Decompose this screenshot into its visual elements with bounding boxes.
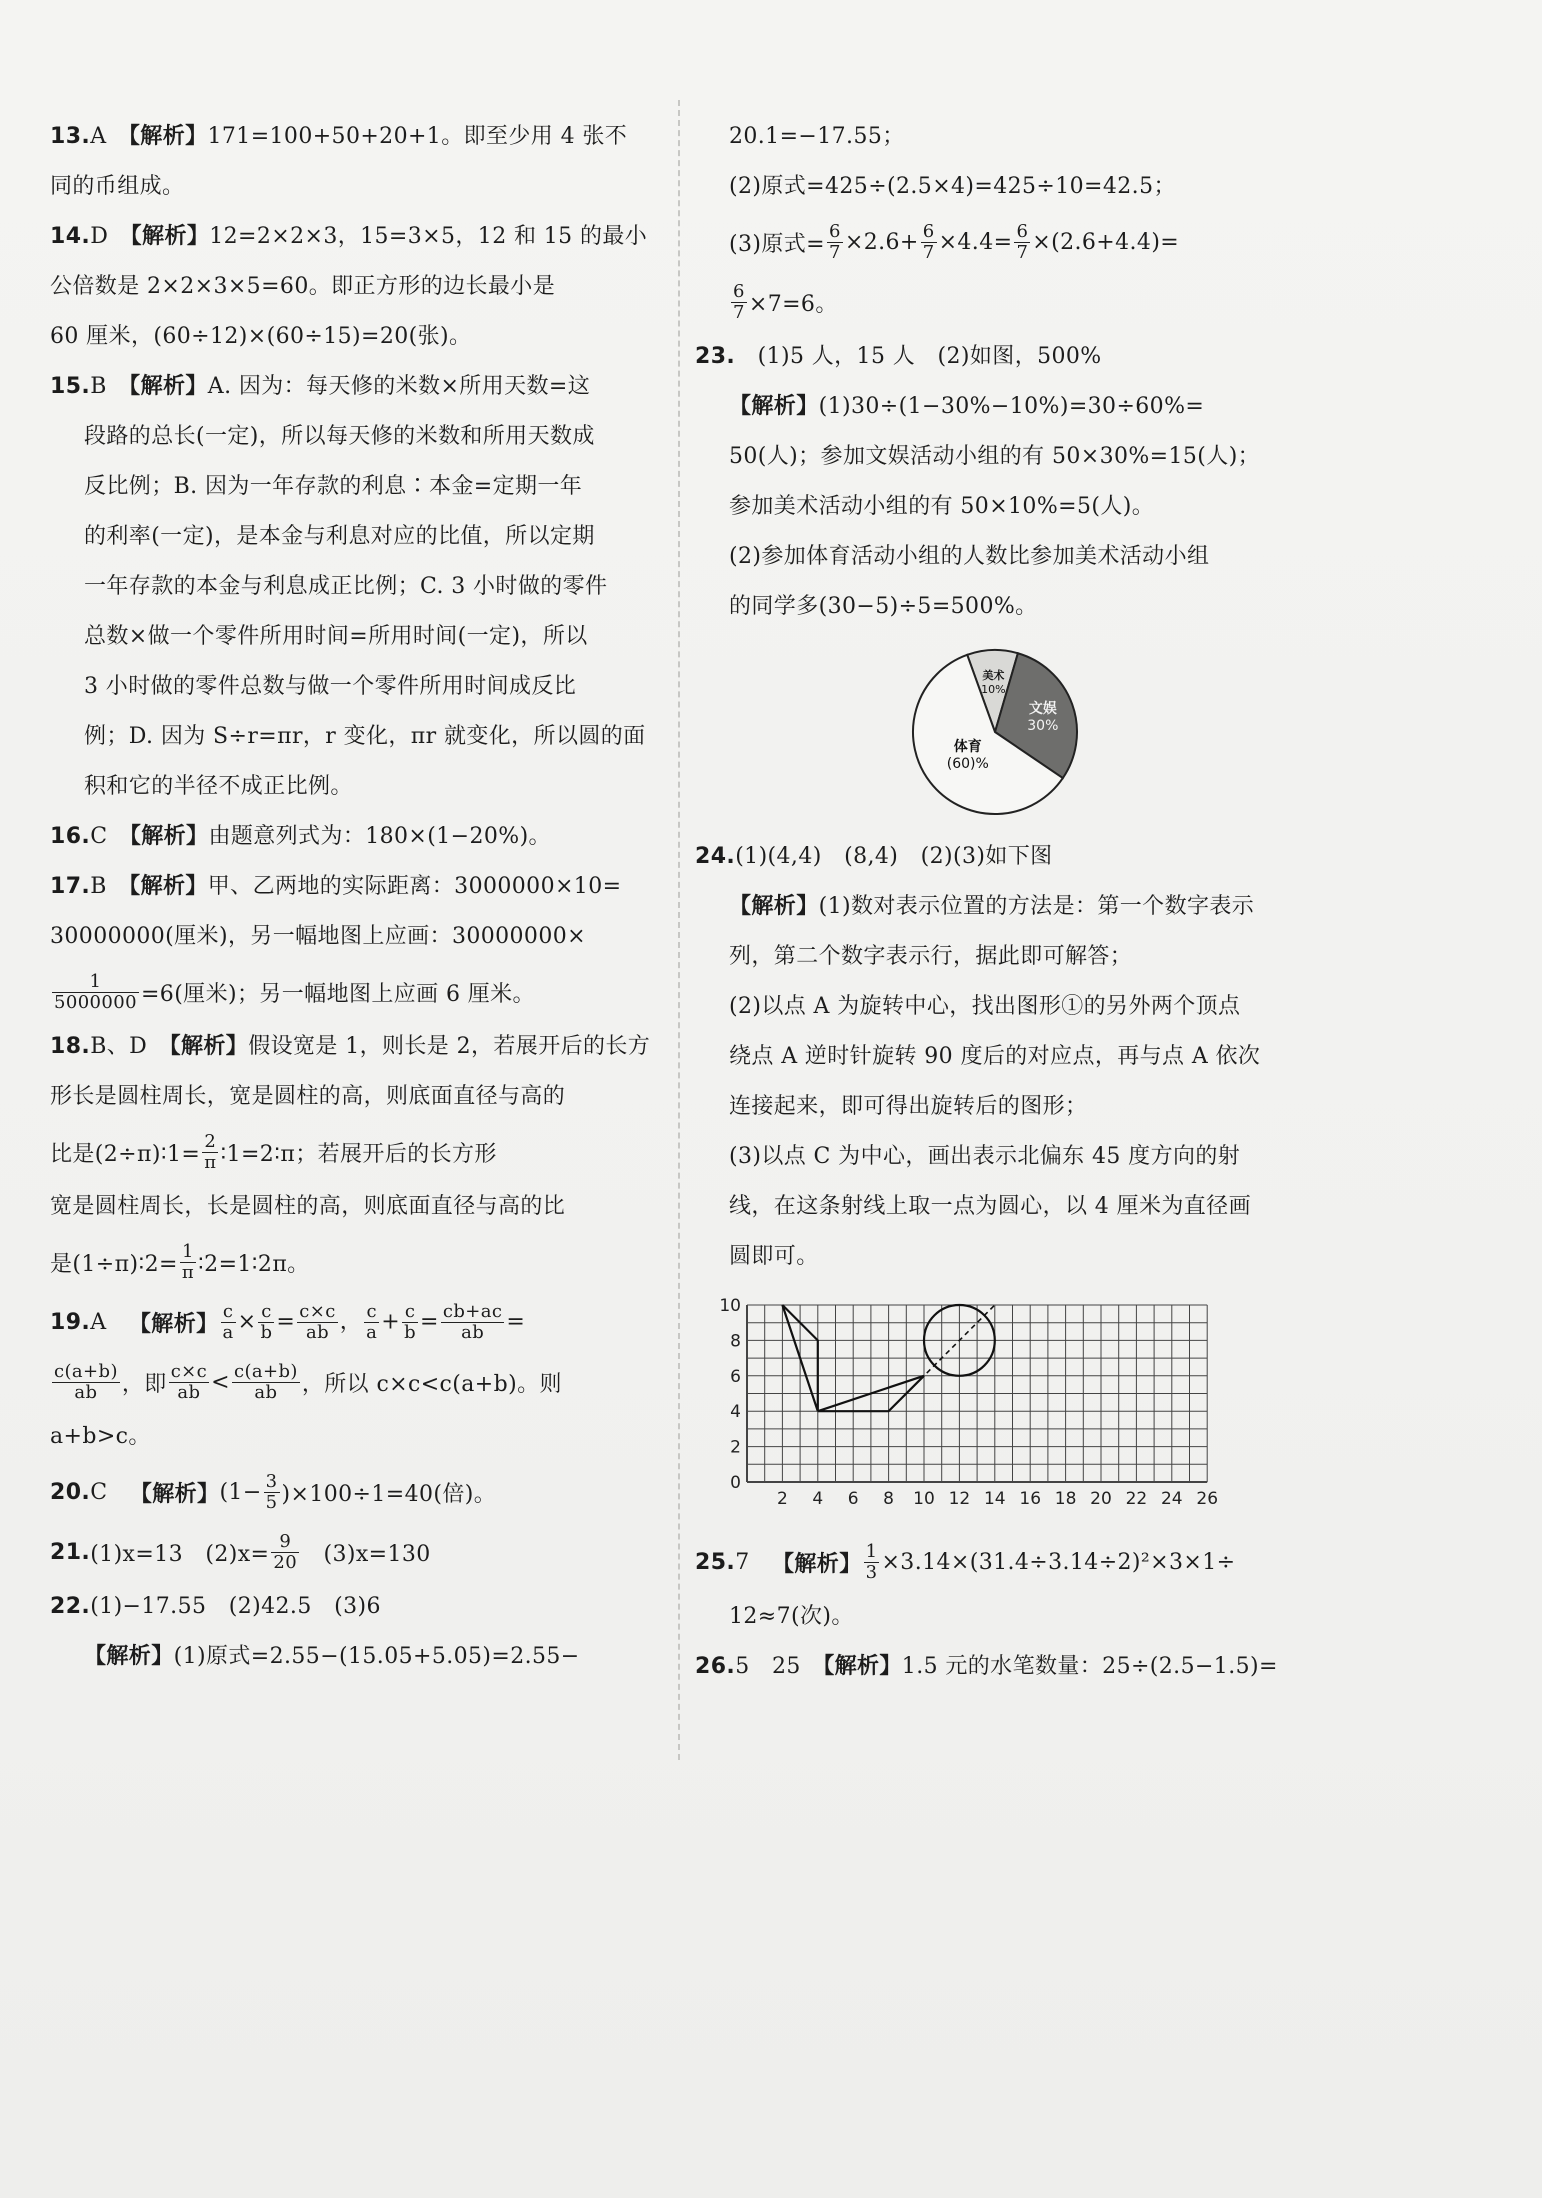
- q19-l2-fraction-4: [232, 1362, 300, 1403]
- q14-line2: 公倍数是 2×2×3×5=60。即正方形的边长最小是: [50, 274, 556, 299]
- q26-line1: 26.5 25 【解析】1.5 元的水笔数量：25÷(2.5−1.5)=: [695, 1654, 1278, 1679]
- fraction-numerator: c: [364, 1302, 379, 1323]
- q19-l1-fraction-4: [297, 1302, 337, 1343]
- q22-cont-line4: $\frac{6}{7}$ ×7=6。: [733, 280, 838, 323]
- pie-chart-figure: [695, 632, 1295, 832]
- q24-line5: 绕点 A 逆时针旋转 90 度后的对应点，再与点 A 依次: [729, 1044, 1261, 1069]
- x-tick-label: 4: [812, 1489, 824, 1509]
- q19-l1-fraction-6: [364, 1302, 379, 1343]
- q16-line1: 16.C 【解析】由题意列式为：180×(1−20%)。: [50, 824, 551, 849]
- fraction-denominator: b: [404, 1321, 417, 1343]
- q18-line5: 是(1÷π)∶2= $\frac{1}{\pi}$ ∶2=1∶2π。: [50, 1240, 310, 1283]
- q15-line2: 段路的总长(一定)，所以每天修的米数和所用天数成: [84, 424, 595, 449]
- y-tick-label: 6: [730, 1366, 741, 1387]
- fraction-denominator: ab: [177, 1381, 201, 1403]
- q24-line4: (2)以点 A 为旋转中心，找出图形①的另外两个顶点: [729, 994, 1241, 1019]
- q19-l1-text-7: +: [381, 1309, 401, 1334]
- pie-pct-2: (60)%: [946, 756, 989, 773]
- x-tick-label: 12: [948, 1489, 971, 1509]
- fraction-numerator: c(a+b): [54, 1360, 118, 1382]
- q15-line9: 积和它的半径不成正比例。: [84, 774, 353, 799]
- fraction-numerator: c×c: [170, 1360, 208, 1382]
- q17-fraction: $\frac{1}{5000000}$: [54, 970, 137, 1013]
- pie-label-1: 文娱: [1028, 700, 1057, 717]
- q19-l2-text-5: ，所以 c×c<c(a+b)。则: [301, 1371, 562, 1397]
- q19-l1-fraction-0: [221, 1302, 236, 1343]
- y-tick-label: 4: [730, 1402, 741, 1423]
- q22-fraction-a: $\frac{6}{7}$: [829, 220, 841, 263]
- coordinate-grid: [695, 1282, 1295, 1532]
- q13-line1: 13.A 【解析】171=100+50+20+1。即至少用 4 张不: [50, 124, 628, 149]
- x-tick-label: 24: [1160, 1489, 1183, 1509]
- fraction-denominator: ab: [461, 1321, 485, 1343]
- fraction-denominator: ab: [305, 1321, 330, 1343]
- q17-line2: 30000000(厘米)，另一幅地图上应画：30000000×: [50, 924, 586, 949]
- q18-fraction-2: $\frac{1}{\pi}$: [181, 1240, 195, 1283]
- q19-l1-text-3: =: [276, 1309, 296, 1334]
- fraction-numerator: c: [258, 1302, 274, 1323]
- pie-chart: [695, 632, 1295, 832]
- q22-cont-line3: (3)原式= $\frac{6}{7}$ ×2.6+ $\frac{6}{7}$ ×4.4= $\frac{6}{7}$ ×(2.6+4.4)=: [729, 220, 1180, 263]
- q19-line2: [50, 1352, 645, 1412]
- q22-fraction-b: $\frac{6}{7}$: [922, 220, 935, 263]
- q13-line2: 同的币组成。: [50, 174, 185, 199]
- q19-expression-1: [219, 1302, 526, 1343]
- y-tick-label: 2: [730, 1437, 741, 1458]
- q19-l1-text-9: =: [420, 1309, 439, 1334]
- x-tick-label: 20: [1090, 1489, 1112, 1509]
- x-tick-label: 8: [883, 1489, 895, 1509]
- x-tick-label: 2: [776, 1489, 788, 1509]
- q23-line6: 的同学多(30−5)÷5=500%。: [729, 594, 1038, 619]
- q19-line3: a+b>c。: [50, 1424, 151, 1449]
- pie-pct-1: 30%: [1027, 717, 1059, 734]
- q23-line2: 【解析】(1)30÷(1−30%−10%)=30÷60%=: [729, 394, 1205, 419]
- fraction-denominator: ab: [74, 1381, 98, 1403]
- q19-l1-text-5: ，: [339, 1309, 363, 1334]
- left-column: [50, 112, 651, 1682]
- fraction-denominator: b: [260, 1321, 273, 1343]
- pie-pct-0: 10%: [981, 683, 1006, 697]
- q17-line1: 17.B 【解析】甲、乙两地的实际距离：3000000×10=: [50, 874, 622, 899]
- q18-line4: 宽是圆柱周长，长是圆柱的高，则底面直径与高的比: [50, 1194, 566, 1219]
- q24-line8: 线，在这条射线上取一点为圆心，以 4 厘米为直径画: [729, 1194, 1251, 1219]
- fraction-denominator: a: [366, 1321, 378, 1343]
- q22-fraction-c: $\frac{6}{7}$: [1016, 220, 1029, 263]
- q18-line2: 形长是圆柱周长，宽是圆柱的高，则底面直径与高的: [50, 1084, 566, 1109]
- q15-line5: 一年存款的本金与利息成正比例；C. 3 小时做的零件: [84, 574, 608, 599]
- x-tick-label: 18: [1054, 1489, 1077, 1509]
- right-column: [695, 112, 1285, 1692]
- q19-l2-text-1: ，即: [121, 1371, 167, 1397]
- column-divider: [678, 100, 680, 1760]
- x-tick-label: 14: [983, 1489, 1006, 1509]
- q23-line1: 23. (1)5 人，15 人 (2)如图，500%: [695, 344, 1102, 369]
- q15-line4: 的利率(一定)，是本金与利息对应的比值，所以定期: [84, 524, 595, 549]
- y-tick-label: 10: [719, 1296, 741, 1316]
- fraction-denominator: a: [222, 1321, 234, 1343]
- q18-fraction-1: $\frac{2}{\pi}$: [204, 1130, 217, 1173]
- q22-cont-line1: 20.1=−17.55；: [729, 124, 905, 149]
- fraction-numerator: c(a+b): [233, 1360, 298, 1382]
- q24-line3: 列，第二个数字表示行，据此即可解答；: [729, 944, 1133, 969]
- q23-line4: 参加美术活动小组的有 50×10%=5(人)。: [729, 494, 1155, 519]
- coordinate-grid-figure: [695, 1282, 1295, 1532]
- q20-line1: 20. C 【解析】 (1− $\frac{3}{5}$ )×100÷1=40(倍)。: [50, 1470, 497, 1513]
- q15-line6: 总数×做一个零件所用时间=所用时间(一定)，所以: [84, 624, 588, 649]
- q25-line1: 25. 7 【解析】 $\frac{1}{3}$ ×3.14×(31.4÷3.14÷2)²×3×1÷: [695, 1540, 1236, 1583]
- fraction-numerator: c×c: [299, 1300, 336, 1322]
- x-tick-label: 22: [1125, 1489, 1148, 1509]
- pie-label-2: 体育: [953, 739, 982, 756]
- q15-line3: 反比例；B. 因为一年存款的利息∶本金=定期一年: [84, 474, 583, 499]
- q22-line2: 【解析】(1)原式=2.55−(15.05+5.05)=2.55−: [84, 1644, 580, 1669]
- y-tick-label: 0: [730, 1473, 741, 1493]
- q15-line1: 15.B 【解析】A. 因为：每天修的米数×所用天数=这: [50, 374, 591, 399]
- x-tick-label: 16: [1019, 1489, 1042, 1509]
- q19-l2-fraction-2: [169, 1362, 209, 1403]
- q19-line1: 19. A 【解析】 $\frac{c}{a}$ × $\frac{c}{b}$ = $\frac{c\times c}{ab}$ ， $\frac{c}{a}$ + $\frac{c}{b}$ = $\frac{cb+ac}{ab}$ =: [50, 1300, 526, 1343]
- y-tick-label: 8: [730, 1331, 741, 1352]
- q23-line3: 50(人)；参加文娱活动小组的有 50×30%=15(人)；: [729, 444, 1261, 469]
- x-tick-label: 10: [913, 1489, 935, 1509]
- fraction-numerator: c: [221, 1302, 236, 1323]
- q22-fraction-d: $\frac{6}{7}$: [733, 280, 745, 323]
- q18-line3: 比是(2÷π)∶1= $\frac{2}{\pi}$ ∶1=2∶π；若展开后的长方形: [50, 1130, 497, 1173]
- q21-line1: 21. (1)x=13 (2)x= $\frac{9}{20}$ (3)x=130: [50, 1530, 431, 1573]
- q14-line3: 60 厘米，(60÷12)×(60÷15)=20(张)。: [50, 324, 472, 349]
- x-tick-label: 6: [847, 1489, 859, 1509]
- q19-l1-fraction-10: [441, 1302, 505, 1343]
- q24-line1: 24.(1)(4,4) (8,4) (2)(3)如下图: [695, 844, 1053, 869]
- q19-l1-text-11: =: [506, 1309, 526, 1334]
- fraction-numerator: c: [402, 1302, 418, 1323]
- q24-line9: 圆即可。: [729, 1244, 819, 1269]
- q19-l2-text-3: <: [211, 1369, 230, 1395]
- q21-fraction: $\frac{9}{20}$: [273, 1530, 298, 1573]
- q23-line5: (2)参加体育活动小组的人数比参加美术活动小组: [729, 544, 1210, 569]
- q19-l1-fraction-2: [258, 1302, 274, 1343]
- q19-l1-text-1: ×: [237, 1309, 257, 1334]
- fraction-numerator: cb+ac: [442, 1300, 503, 1322]
- q14-line1: 14.D 【解析】12=2×2×3，15=3×5，12 和 15 的最小: [50, 224, 648, 249]
- q20-fraction: $\frac{3}{5}$: [265, 1470, 278, 1513]
- q25-line2: 12≈7(次)。: [729, 1604, 854, 1629]
- pie-label-0: 美术: [982, 669, 1005, 683]
- fraction-denominator: ab: [254, 1381, 278, 1403]
- q24-line2: 【解析】(1)数对表示位置的方法是：第一个数字表示: [729, 894, 1255, 919]
- q22-cont-line2: (2)原式=425÷(2.5×4)=425÷10=42.5；: [729, 174, 1176, 199]
- q15-line7: 3 小时做的零件总数与做一个零件所用时间成反比: [84, 674, 577, 699]
- q15-line8: 例；D. 因为 S÷r=πr，r 变化，πr 就变化，所以圆的面: [84, 724, 646, 749]
- q18-line1: 18.B、D 【解析】假设宽是 1，则长是 2，若展开后的长方: [50, 1034, 651, 1059]
- q19-l1-fraction-8: [402, 1302, 418, 1343]
- q24-line7: (3)以点 C 为中心，画出表示北偏东 45 度方向的射: [729, 1144, 1241, 1169]
- q17-line3: $\frac{1}{5000000}$ =6(厘米)；另一幅地图上应画 6 厘米。: [54, 970, 535, 1013]
- q22-line1: 22.(1)−17.55 (2)42.5 (3)6: [50, 1594, 381, 1619]
- x-tick-label: 26: [1196, 1489, 1219, 1509]
- q25-fraction: $\frac{1}{3}$: [865, 1540, 878, 1583]
- q24-line6: 连接起来，即可得出旋转后的图形；: [729, 1094, 1088, 1119]
- q19-l2-fraction-0: [52, 1362, 120, 1403]
